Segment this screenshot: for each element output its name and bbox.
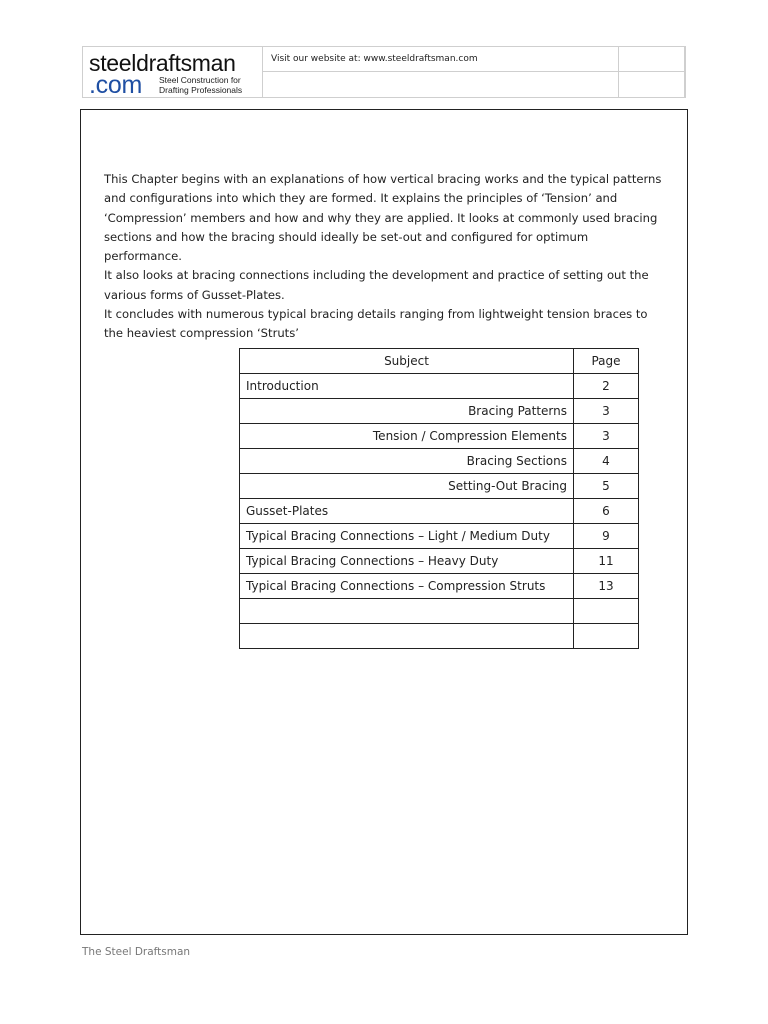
table-row — [240, 574, 639, 599]
toc-subject: Gusset-Plates — [240, 499, 574, 524]
intro-paragraph: It concludes with numerous typical bracing details ranging from lightweight tension braces to the heaviest compression ‘Struts’ — [104, 307, 648, 341]
logo-tagline — [159, 75, 259, 95]
intro-paragraph: It also looks at bracing connections including the development and practice of setting out the various forms of Gusset-Plates. — [104, 268, 649, 302]
chapter-intro — [104, 170, 664, 344]
toc-page-number: 9 — [574, 524, 639, 549]
table-row — [240, 624, 639, 649]
toc-page-number: 3 — [574, 424, 639, 449]
toc-subject: Bracing Sections — [240, 449, 574, 474]
page-footer: The Steel Draftsman — [82, 946, 191, 958]
website-link-text[interactable]: Visit our website at: www.steeldraftsman.com — [271, 54, 478, 64]
page-header — [82, 46, 686, 98]
column-header-page: Page — [574, 349, 639, 374]
intro-paragraph: This Chapter begins with an explanations of how vertical bracing works and the typical patterns and configurations into which they are formed. It explains the principles of ‘Tension’ and ‘Compression’ members and how and why they are applied. It looks at commonly used bracing sections and how the bracing should ideally be set-out and configured for optimum performance. — [104, 172, 662, 264]
toc-subject: Tension / Compression Elements — [240, 424, 574, 449]
toc-subject: Typical Bracing Connections – Compression Struts — [240, 574, 574, 599]
table-row — [240, 399, 639, 424]
header-cell — [619, 47, 685, 72]
toc-subject: Typical Bracing Connections – Light / Medium Duty — [240, 524, 574, 549]
table-row — [240, 474, 639, 499]
toc-subject: Bracing Patterns — [240, 399, 574, 424]
toc-subject — [240, 599, 574, 624]
toc-page-number — [574, 624, 639, 649]
column-header-subject: Subject — [240, 349, 574, 374]
toc-page-number: 2 — [574, 374, 639, 399]
header-cell — [619, 72, 685, 97]
toc-page-number: 5 — [574, 474, 639, 499]
table-row — [240, 449, 639, 474]
table-row — [240, 424, 639, 449]
site-logo[interactable] — [83, 47, 263, 97]
logo-wordmark: steeldraftsman — [89, 50, 236, 76]
table-row — [240, 524, 639, 549]
table-row — [240, 549, 639, 574]
table-row — [240, 599, 639, 624]
table-header-row — [240, 349, 639, 374]
header-cell — [263, 47, 619, 72]
table-row — [240, 499, 639, 524]
logo-com: .com — [89, 71, 142, 99]
toc-subject: Setting-Out Bracing — [240, 474, 574, 499]
toc-page-number: 4 — [574, 449, 639, 474]
toc-subject: Introduction — [240, 374, 574, 399]
toc-page-number — [574, 599, 639, 624]
table-row — [240, 374, 639, 399]
logo-tagline-line-2: Drafting Professionals — [159, 85, 243, 95]
toc-page-number: 13 — [574, 574, 639, 599]
toc-page-number: 11 — [574, 549, 639, 574]
toc-page-number: 3 — [574, 399, 639, 424]
toc-page-number: 6 — [574, 499, 639, 524]
toc-subject: Typical Bracing Connections – Heavy Duty — [240, 549, 574, 574]
header-cell — [263, 72, 619, 97]
logo-tagline-line-1: Steel Construction for — [159, 75, 241, 85]
toc-subject — [240, 624, 574, 649]
contents-table — [239, 348, 639, 649]
